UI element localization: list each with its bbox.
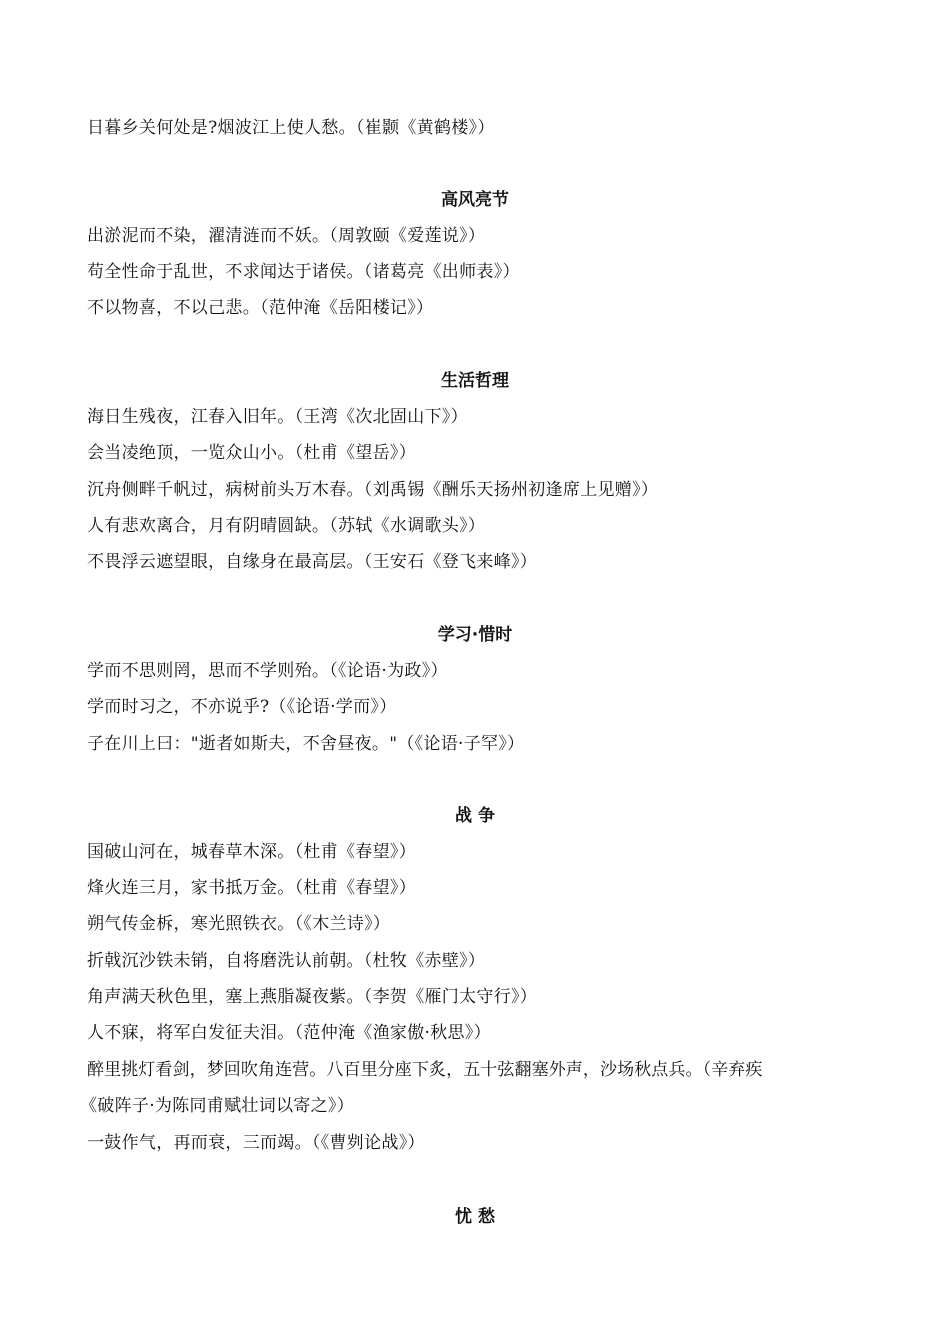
quote-line: 学而不思则罔，思而不学则殆。（《论语·为政》） [87, 661, 448, 681]
quote-line: 一鼓作气，再而衰，三而竭。（《曹刿论战》） [87, 1133, 425, 1153]
quote-line: 不畏浮云遮望眼，自缘身在最高层。（王安石《登飞来峰》） [87, 552, 538, 572]
quote-line: 国破山河在，城春草木深。（杜甫《春望》） [87, 842, 416, 862]
quote-line: 朔气传金柝，寒光照铁衣。（《木兰诗》） [87, 914, 391, 934]
quote-line: 苟全性命于乱世，不求闻达于诸侯。（诸葛亮《出师表》） [87, 262, 520, 282]
section-heading-study-time: 学习·惜时 [437, 625, 513, 645]
quote-line: 子在川上曰："逝者如斯夫，不舍昼夜。"（《论语·子罕》） [87, 734, 525, 754]
quote-line: 折戟沉沙铁未销，自将磨洗认前朝。（杜牧《赤壁》） [87, 951, 486, 971]
quote-line-continuation: 《破阵子·为陈同甫赋壮词以寄之》） [80, 1096, 355, 1116]
quote-line: 学而时习之，不亦说乎?（《论语·学而》） [87, 697, 397, 717]
quote-line: 不以物喜，不以己悲。（范仲淹《岳阳楼记》） [87, 298, 434, 318]
section-heading-life-philosophy: 生活哲理 [441, 371, 509, 391]
quote-line: 会当凌绝顶，一览众山小。（杜甫《望岳》） [87, 443, 416, 463]
section-heading-sorrow: 忧 愁 [455, 1207, 495, 1227]
quote-line: 出淤泥而不染，濯清涟而不妖。（周敦颐《爱莲说》） [87, 226, 486, 246]
quote-line: 人不寐，将军白发征夫泪。（范仲淹《渔家傲·秋思》） [87, 1023, 491, 1043]
section-heading-noble-character: 高风亮节 [441, 190, 509, 210]
quote-line: 日暮乡关何处是?烟波江上使人愁。（崔颢《黄鹤楼》） [87, 118, 495, 138]
quote-line: 角声满天秋色里，塞上燕脂凝夜紫。（李贺《雁门太守行》） [87, 987, 538, 1007]
quote-line: 醉里挑灯看剑，梦回吹角连营。八百里分座下炙，五十弦翻塞外声，沙场秋点兵。（辛弃疾 [87, 1060, 763, 1080]
quote-line: 沉舟侧畔千帆过，病树前头万木春。（刘禹锡《酬乐天扬州初逢席上见赠》） [87, 480, 659, 500]
quote-line: 烽火连三月，家书抵万金。（杜甫《春望》） [87, 878, 416, 898]
quote-line: 海日生残夜，江春入旧年。（王湾《次北固山下》） [87, 407, 468, 427]
section-heading-war: 战 争 [455, 806, 495, 826]
quote-line: 人有悲欢离合，月有阴晴圆缺。（苏轼《水调歌头》） [87, 516, 486, 536]
